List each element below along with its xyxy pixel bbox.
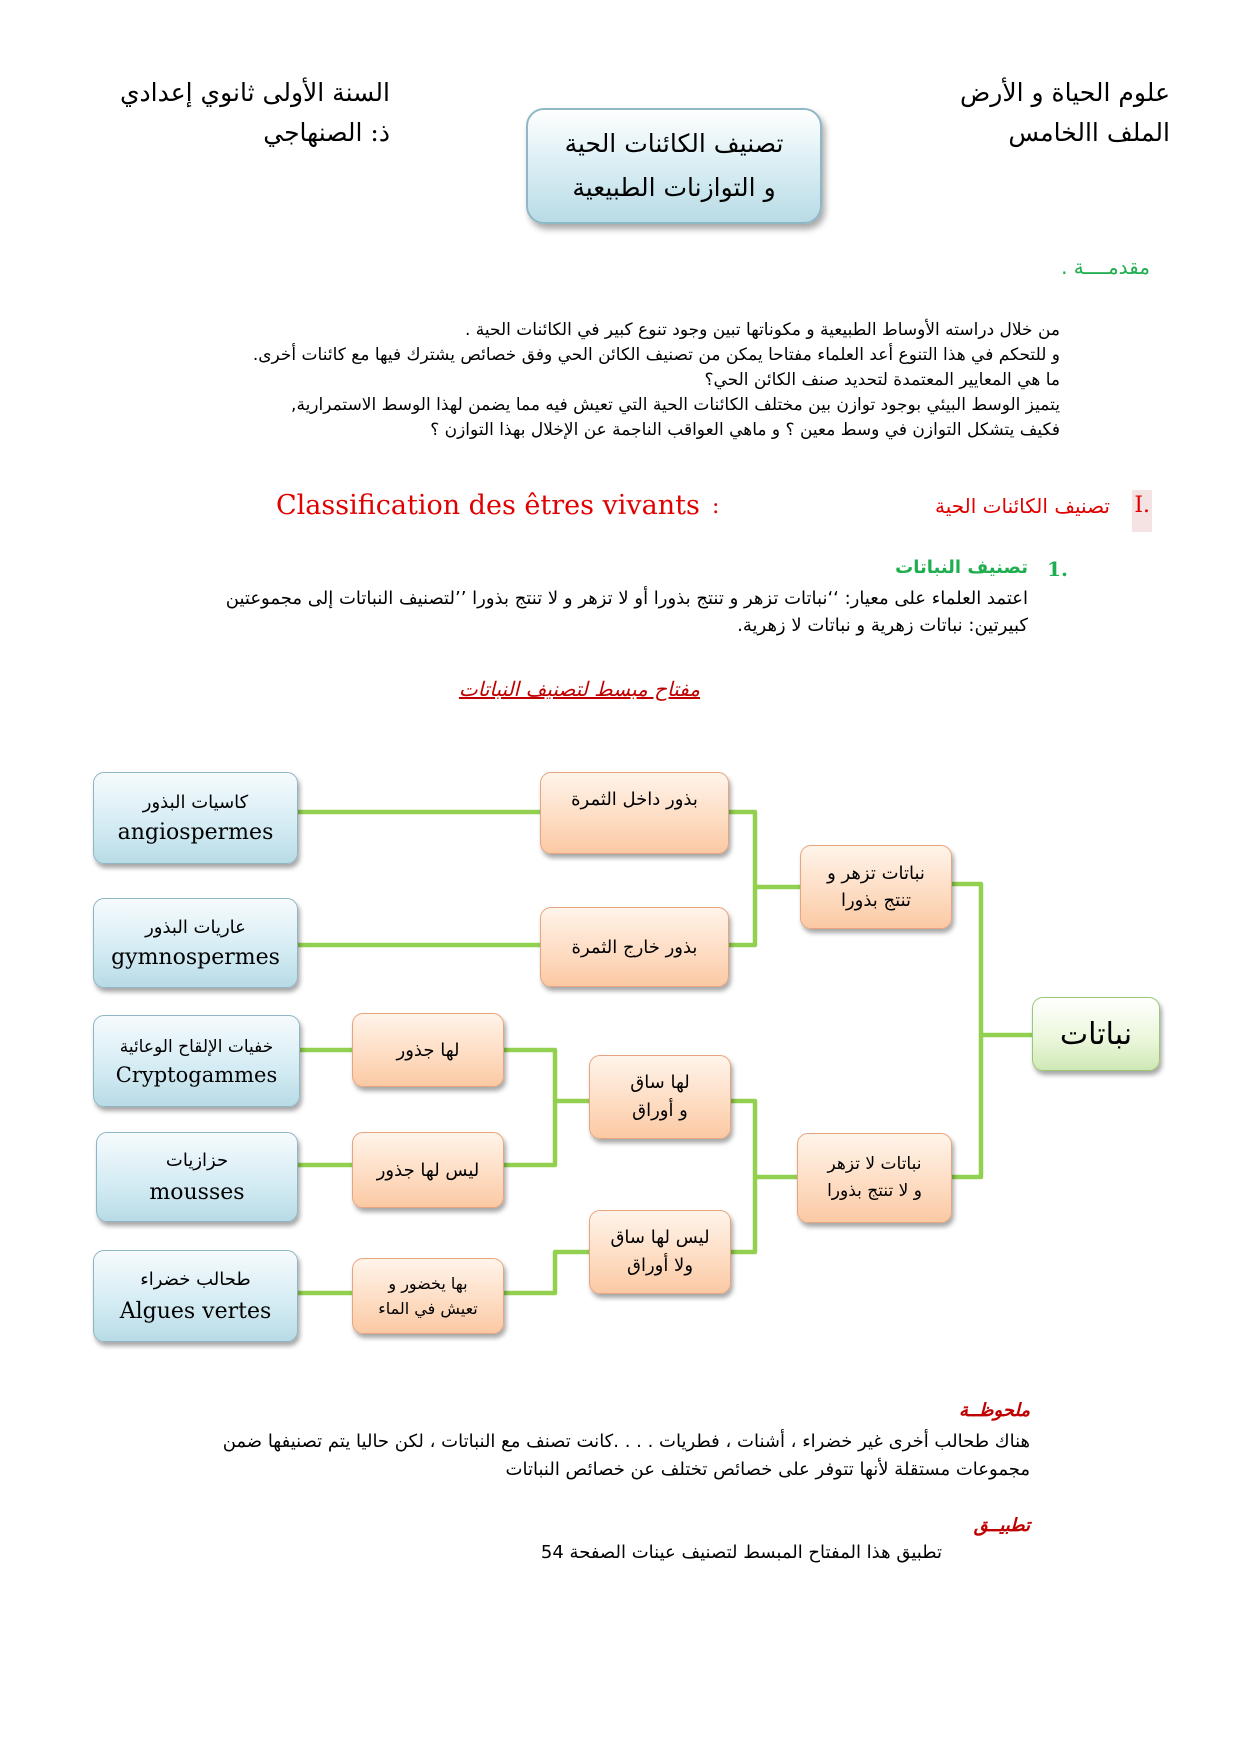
- stem-and-leaves-line-1: لها ساق: [630, 1072, 690, 1093]
- connector-stem-roots: [504, 1050, 589, 1101]
- group-angiospermes-fr: angiospermes: [117, 820, 274, 845]
- intro-line-4: يتميز الوسط البيئي بوجود توازن بين مختلف الكائنات الحية التي تعيش فيه مما يضمن لهذا الوسط الاستمرارية,: [291, 395, 1060, 415]
- group-gymnospermes-fr: gymnospermes: [111, 945, 280, 970]
- intro-line-3: ما هي المعايير المعتمدة لتحديد صنف الكائن الحي؟: [704, 370, 1060, 390]
- non-flowering-plants-box: [797, 1133, 952, 1223]
- group-mousses-ar: حزازيات: [165, 1150, 229, 1171]
- group-cryptogammes-box: [93, 1015, 300, 1107]
- application-text: تطبيق هذا المفتاح المبسط لتصنيف عينات الصفحة 54: [540, 1542, 942, 1563]
- seeds-outside-fruit-label: بذور خارج الثمرة: [571, 936, 698, 958]
- subsection-title: تصنيف النباتات: [895, 557, 1028, 578]
- chlorophyll-water-line-2: تعيش في الماء: [378, 1299, 478, 1318]
- non-flowering-line-1: نباتات لا تزهر: [827, 1154, 922, 1174]
- root-plants-label: نباتات: [1059, 1016, 1133, 1052]
- has-roots-label: لها جذور: [396, 1039, 460, 1061]
- file-label: الملف االخامس: [1008, 118, 1170, 147]
- section-colon: :: [712, 494, 720, 519]
- section-title-ar: تصنيف الكائنات الحية: [934, 494, 1110, 518]
- no-stem-leaves-box: [589, 1210, 731, 1294]
- subject-label: علوم الحياة و الأرض: [960, 78, 1170, 107]
- intro-heading: مقدمــــة .: [1061, 255, 1150, 279]
- flowering-line-2: تنتج بذورا: [840, 890, 912, 911]
- no-roots-label: ليس لها جذور: [376, 1159, 480, 1181]
- root-plants-box: [1032, 997, 1160, 1071]
- group-algues-ar: طحالب خضراء: [140, 1269, 251, 1290]
- group-algues-fr: Algues vertes: [119, 1299, 272, 1324]
- connector-nonflowering-nostem: [731, 1177, 755, 1252]
- seeds-inside-fruit-label: بذور داخل الثمرة: [571, 789, 698, 810]
- flowering-plants-box: [800, 845, 952, 929]
- intro-line-5: فكيف يتشكل التوازن في وسط معين ؟ و ماهي العواقب الناجمة عن الإخلال بهذا التوازن ؟: [430, 420, 1060, 440]
- seeds-inside-fruit-box: [540, 772, 729, 854]
- connector-root-nonflowering: [952, 1035, 981, 1177]
- section-number: I.: [1134, 493, 1150, 518]
- note-line-2: مجموعات مستقلة لأنها تتوفر على خصائص تختلف عن خصائص النباتات: [505, 1459, 1030, 1480]
- note-text: [110, 1428, 1030, 1484]
- connector-stem-noroots: [504, 1101, 555, 1165]
- title-line-1: تصنيف الكائنات الحية: [564, 129, 784, 158]
- note-line-1: هناك طحالب أخرى غير خضراء ، أشنات ، فطريات . . . .كانت تصنف مع النباتات ، لكن حاليا يتم تصنيفها ضمن: [222, 1431, 1030, 1452]
- no-roots-box: [352, 1132, 504, 1208]
- group-cryptogammes-fr: Cryptogammes: [115, 1063, 278, 1087]
- note-title: ملحوظــة: [958, 1400, 1030, 1421]
- subsection-text-line-1: اعتمد العلماء على معيار: ‘‘نباتات تزهر و تنتج بذورا أو لا تزهر و لا تنتج بذورا ’’لتصنيف النباتات إلى مجموعتين: [225, 588, 1028, 609]
- connector-nonflowering-stem: [731, 1101, 797, 1177]
- no-stem-leaves-line-1: ليس لها ساق: [610, 1227, 710, 1248]
- title-line-2: و التوازنات الطبيعية: [572, 173, 776, 202]
- flowering-line-1: نباتات تزهر و: [827, 863, 925, 884]
- application-title: تطبيــق: [973, 1515, 1030, 1536]
- group-algues-box: [93, 1250, 298, 1342]
- no-stem-leaves-line-2: ولا أوراق: [626, 1255, 694, 1276]
- connector-nostem-chlorophyll: [504, 1252, 589, 1293]
- group-cryptogammes-ar: خفيات الإلقاح الوعائية: [119, 1037, 274, 1057]
- group-mousses-fr: mousses: [149, 1180, 245, 1205]
- intro-line-2: و للتحكم في هذا التنوع أعد العلماء مفتاحا يمكن من تصنيف الكائن الحي وفق خصائص يشترك فيها مع كائنات أخرى.: [252, 345, 1060, 365]
- subsection-number: 1.: [1047, 557, 1068, 581]
- group-gymnospermes-ar: عاريات البذور: [145, 917, 246, 938]
- chlorophyll-water-box: [352, 1258, 504, 1334]
- group-mousses-box: [96, 1132, 298, 1222]
- group-angiospermes-box: [93, 772, 298, 864]
- intro-line-1: من خلال دراسته الأوساط الطبيعية و مكوناتها تبين وجود تنوع كبير في الكائنات الحية .: [464, 320, 1060, 340]
- subsection-text-line-2: كبيرتين: نباتات زهرية و نباتات لا زهرية.: [737, 615, 1028, 636]
- connector-flowering-inside: [729, 812, 800, 887]
- chlorophyll-water-line-1: بها يخضور و: [388, 1274, 468, 1293]
- group-angiospermes-ar: كاسيات البذور: [142, 792, 249, 813]
- has-roots-box: [352, 1013, 504, 1087]
- section-title-fr: Classification des êtres vivants: [276, 490, 700, 521]
- connector-root-flowering: [952, 884, 1032, 1035]
- stem-and-leaves-line-2: و أوراق: [632, 1100, 688, 1121]
- group-gymnospermes-box: [93, 898, 298, 988]
- teacher-label: ذ: الصنهاجي: [263, 118, 390, 147]
- connector-flowering-outside: [729, 887, 755, 945]
- level-label: السنة الأولى ثانوي إعدادي: [119, 78, 390, 107]
- diagram-title: مفتاح مبسط لتصنيف النباتات: [458, 677, 700, 701]
- non-flowering-line-2: و لا تنتج بذورا: [827, 1181, 922, 1201]
- stem-and-leaves-box: [589, 1055, 731, 1139]
- seeds-outside-fruit-box: [540, 907, 729, 987]
